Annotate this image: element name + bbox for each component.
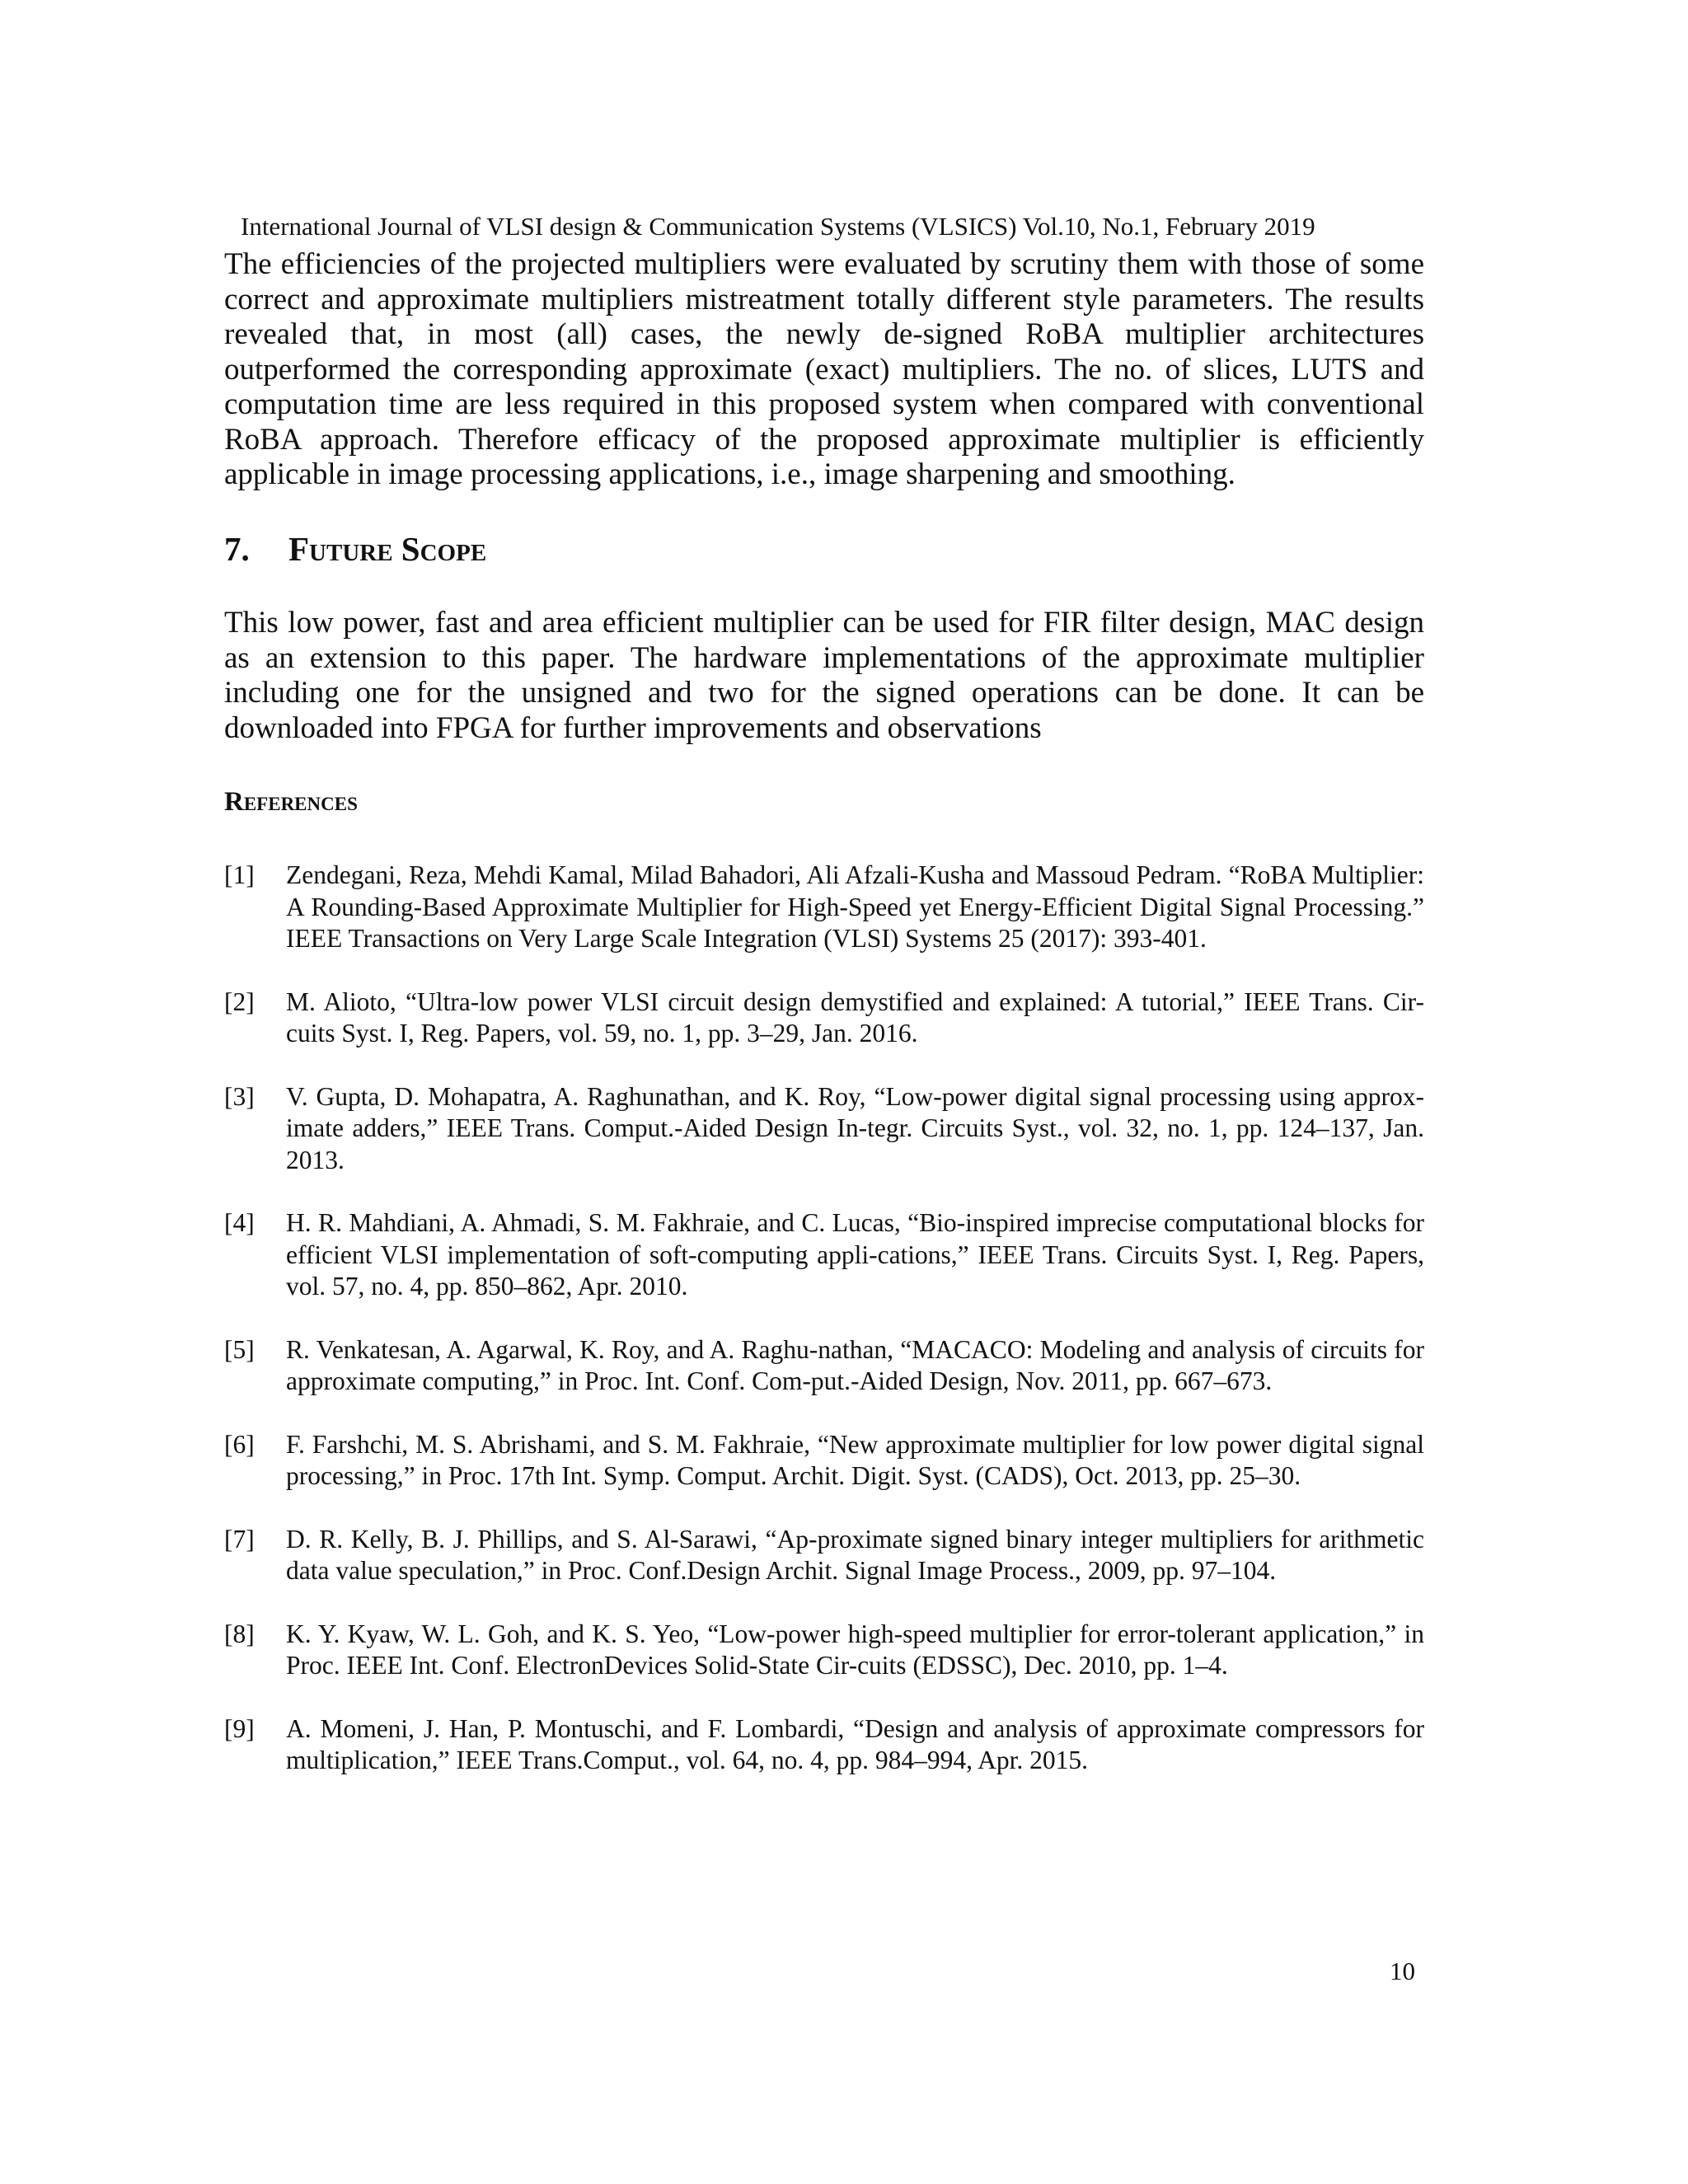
- reference-text: M. Alioto, “Ultra-low power VLSI circuit design demystified and explained: A tutorial,” IEEE Trans. Cir-cuits Syst. I, Reg. Papers, vol. 59, no. 1, pp. 3–29, Jan. 2016.: [286, 987, 1424, 1047]
- reference-item: [224, 860, 1424, 955]
- reference-number: [9]: [224, 1713, 255, 1743]
- reference-number: [7]: [224, 1524, 255, 1554]
- reference-number: [2]: [224, 987, 255, 1016]
- reference-item: [224, 1081, 1424, 1177]
- conclusion-paragraph: The efficiencies of the projected multipliers were evaluated by scrutiny them with those of some correct and approximate multipliers mistreatment totally different style parameters. The results revealed that, in most (all) cases, the newly de-signed RoBA multiplier architectures outperformed the corresponding approximate (exact) multipliers. The no. of slices, LUTS and computation time are less required in this proposed system when compared with conventional RoBA approach. Therefore efficacy of the proposed approximate multiplier is efficiently applicable in image processing applications, i.e., image sharpening and smoothing.: [224, 247, 1424, 491]
- reference-text: R. Venkatesan, A. Agarwal, K. Roy, and A. Raghu-nathan, “MACACO: Modeling and analysis of circuits for approximate computing,” in Proc. Int. Conf. Com-put.-Aided Design, Nov. 2011, pp. 667–673.: [286, 1334, 1424, 1395]
- references-heading: References: [224, 787, 358, 817]
- reference-item: [224, 1713, 1424, 1777]
- reference-text: A. Momeni, J. Han, P. Montuschi, and F. Lombardi, “Design and analysis of approximate compressors for multiplication,” IEEE Trans.Comput., vol. 64, no. 4, pp. 984–994, Apr. 2015.: [286, 1713, 1424, 1774]
- reference-number: [8]: [224, 1619, 255, 1648]
- reference-list: [224, 860, 1424, 1808]
- reference-number: [3]: [224, 1081, 255, 1111]
- reference-text: H. R. Mahdiani, A. Ahmadi, S. M. Fakhraie, and C. Lucas, “Bio-inspired imprecise computational blocks for efficient VLSI implementation of soft-computing appli-cations,” IEEE Trans. Circuits Syst. I, Reg. Papers, vol. 57, no. 4, pp. 850–862, Apr. 2010.: [286, 1208, 1424, 1301]
- reference-item: [224, 1619, 1424, 1682]
- reference-item: [224, 1429, 1424, 1493]
- reference-item: [224, 1524, 1424, 1587]
- reference-number: [1]: [224, 860, 255, 889]
- future-scope-paragraph: This low power, fast and area efficient multiplier can be used for FIR filter design, MAC design as an extension to this paper. The hardware implementations of the approximate multiplier including one for the unsigned and two for the signed operations can be done. It can be downloaded into FPGA for further improvements and observations: [224, 606, 1424, 745]
- reference-number: [6]: [224, 1429, 255, 1459]
- reference-text: K. Y. Kyaw, W. L. Goh, and K. S. Yeo, “Low-power high-speed multiplier for error-tolerant application,” in Proc. IEEE Int. Conf. ElectronDevices Solid-State Cir-cuits (EDSSC), Dec. 2010, pp. 1–4.: [286, 1619, 1424, 1680]
- running-header: International Journal of VLSI design & Communication Systems (VLSICS) Vol.10, No.1, February 2019: [241, 212, 1315, 241]
- section-number: 7.: [224, 530, 250, 568]
- reference-text: D. R. Kelly, B. J. Phillips, and S. Al-Sarawi, “Ap-proximate signed binary integer multipliers for arithmetic data value speculation,” in Proc. Conf.Design Archit. Signal Image Process., 2009, pp. 97–104.: [286, 1524, 1424, 1585]
- reference-number: [4]: [224, 1208, 255, 1237]
- page-number: 10: [1390, 1957, 1415, 1985]
- reference-item: [224, 1334, 1424, 1398]
- section-heading-future-scope: [224, 528, 486, 569]
- reference-item: [224, 1207, 1424, 1303]
- section-title: Future Scope: [288, 530, 487, 568]
- reference-text: Zendegani, Reza, Mehdi Kamal, Milad Bahadori, Ali Afzali-Kusha and Massoud Pedram. “RoBA Multiplier: A Rounding-Based Approximate Multiplier for High-Speed yet Energy-Efficient Digital Signal Processing.” IEEE Transactions on Very Large Scale Integration (VLSI) Systems 25 (2017): 393-401.: [286, 860, 1424, 953]
- reference-item: [224, 987, 1424, 1050]
- reference-number: [5]: [224, 1334, 255, 1364]
- reference-text: V. Gupta, D. Mohapatra, A. Raghunathan, and K. Roy, “Low-power digital signal processing using approx-imate adders,” IEEE Trans. Comput.-Aided Design In-tegr. Circuits Syst., vol. 32, no. 1, pp. 124–137, Jan. 2013.: [286, 1081, 1424, 1174]
- reference-text: F. Farshchi, M. S. Abrishami, and S. M. Fakhraie, “New approximate multiplier for low power digital signal processing,” in Proc. 17th Int. Symp. Comput. Archit. Digit. Syst. (CADS), Oct. 2013, pp. 25–30.: [286, 1429, 1424, 1490]
